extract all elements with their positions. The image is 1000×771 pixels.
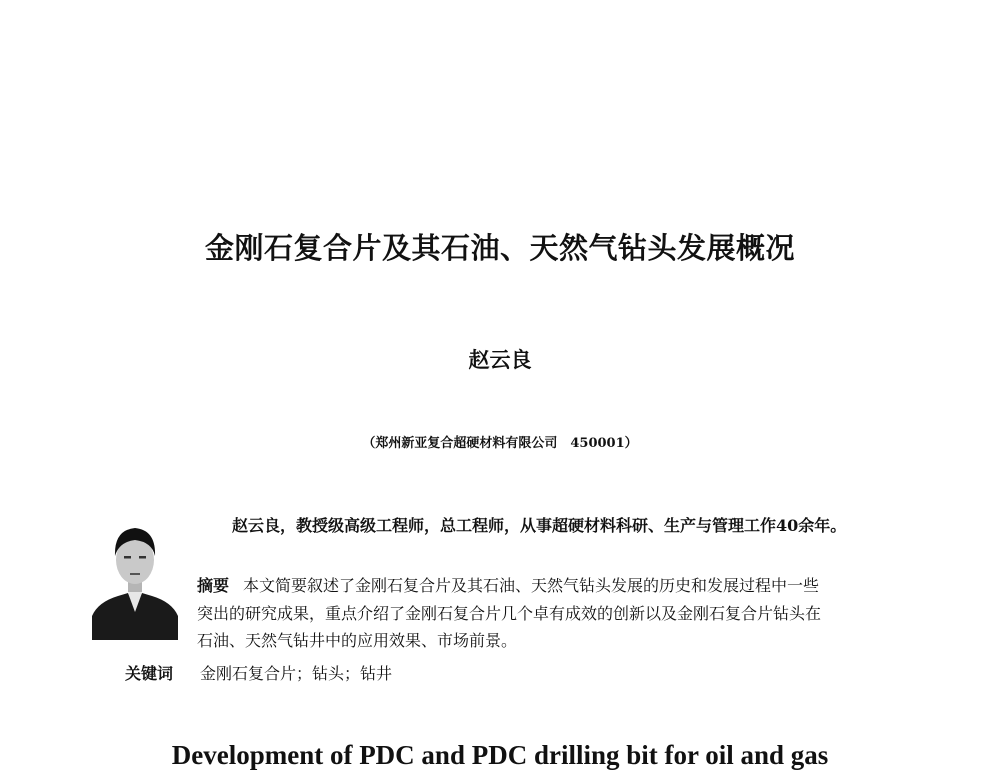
- abstract-text: 本文简要叙述了金刚石复合片及其石油、天然气钻头发展的历史和发展过程中一些: [243, 576, 820, 595]
- abstract-line-1: [197, 572, 897, 600]
- keywords-label: 关键词: [125, 664, 174, 683]
- affiliation: （郑州新亚复合超硬材料有限公司 450001）: [362, 436, 638, 451]
- abstract-label: 摘要: [197, 576, 230, 595]
- author-name: 赵云良: [468, 347, 532, 372]
- abstract-line-3: 石油、天然气钻井中的应用效果、市场前景。: [197, 631, 518, 650]
- paper-title: 金刚石复合片及其石油、天然气钻头发展概况: [204, 231, 795, 265]
- author-photo: [92, 516, 178, 640]
- abstract-line-2: 突出的研究成果，重点介绍了金刚石复合片几个卓有成效的创新以及金刚石复合片钻头在: [197, 603, 822, 623]
- english-title: Development of PDC and PDC drilling bit for oil and gas: [171, 740, 829, 770]
- abstract: [197, 572, 897, 655]
- keywords-value: 金刚石复合片；钻头；钻井: [200, 664, 393, 683]
- author-bio: 赵云良，教授级高级工程师，总工程师，从事超硬材料科研、生产与管理工作40余年。: [232, 516, 847, 535]
